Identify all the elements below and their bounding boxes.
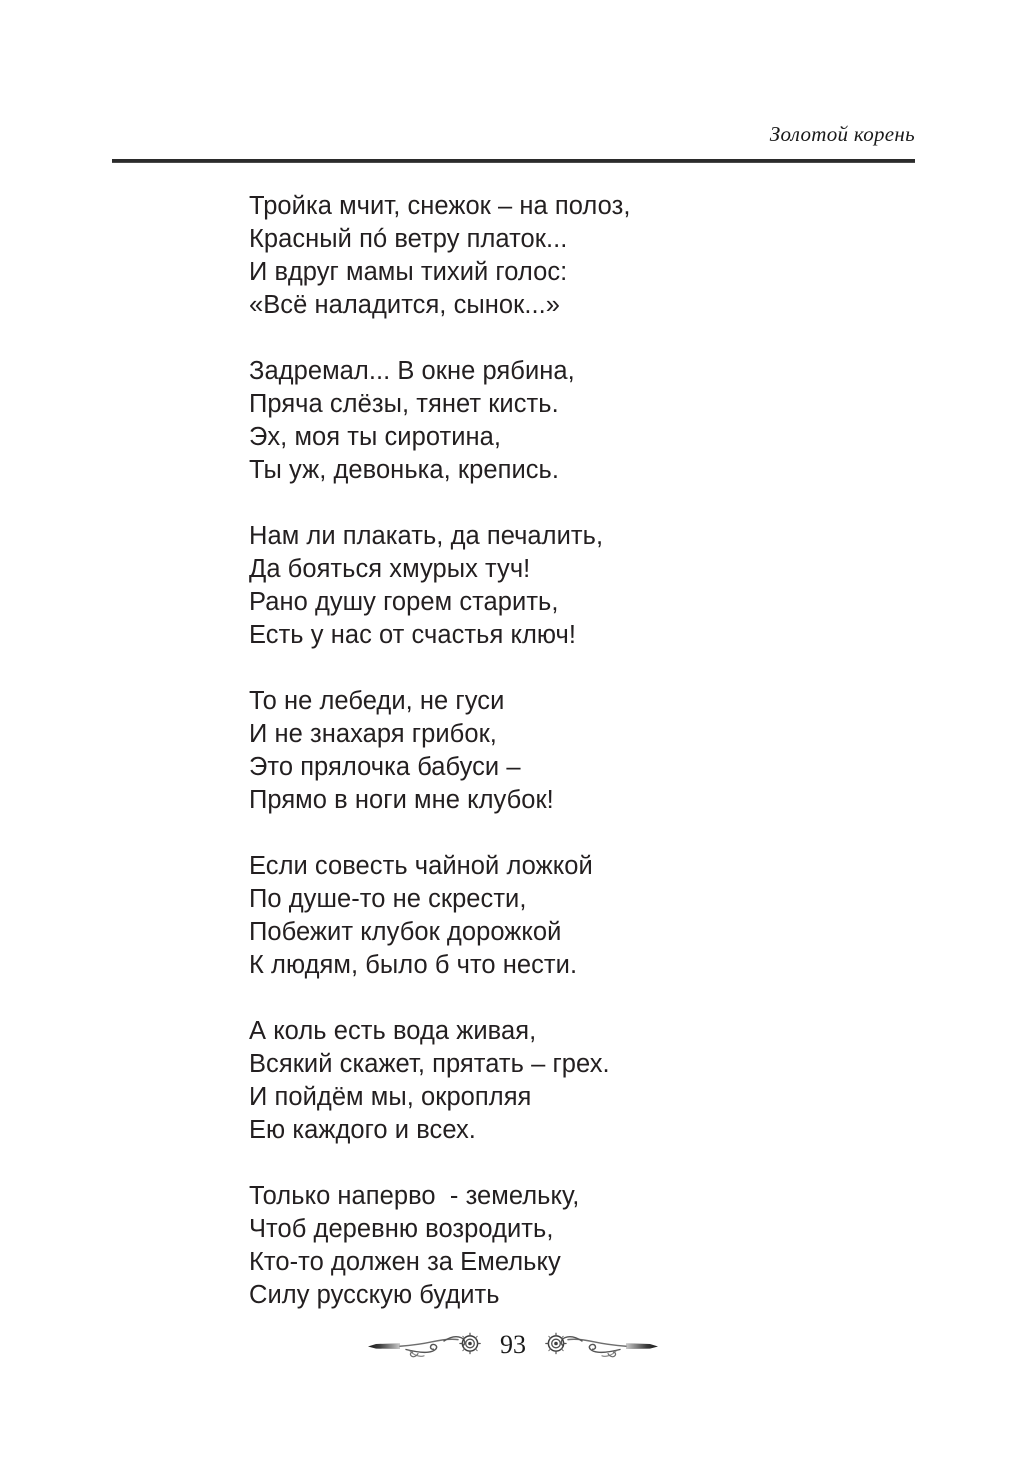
poem-line: Есть у нас от счастья ключ!: [249, 621, 576, 649]
poem-line: Если совесть чайной ложкой: [249, 852, 593, 880]
poem-line: А коль есть вода живая,: [249, 1017, 537, 1045]
floral-scroll-ornament-right: [536, 1329, 660, 1363]
poem-line: Чтоб деревню возродить,: [249, 1215, 554, 1243]
poem-line: Тройка мчит, снежок – на полоз,: [249, 192, 631, 220]
poem-line: Пряча слёзы, тянет кисть.: [249, 390, 559, 418]
poem-line: Красный пó ветру платок...: [249, 225, 568, 253]
poem-line: Рано душу горем старить,: [249, 588, 559, 616]
poem-line: Прямо в ноги мне клубок!: [249, 786, 554, 814]
poem-stanza: [249, 685, 889, 817]
poem-body: [249, 190, 889, 1312]
poem-line: Это прялочка бабуси –: [249, 753, 521, 781]
poem-stanza: [249, 850, 889, 982]
page-number: 93: [500, 1330, 526, 1359]
poem-line: Только наперво - земельку,: [249, 1182, 580, 1210]
poem-line: Кто-то должен за Емельку: [249, 1248, 561, 1276]
poem-line: Ею каждого и всех.: [249, 1116, 476, 1144]
poem-line: Да бояться хмурых туч!: [249, 555, 531, 583]
poem-stanza: [249, 1015, 889, 1147]
poem-line: Ты уж, девонька, крепись.: [249, 456, 560, 484]
poem-stanza: [249, 190, 889, 322]
poem-line: И пойдём мы, окропляя: [249, 1083, 532, 1111]
poem-line: Задремал... В окне рябина,: [249, 357, 575, 385]
poem-stanza: [249, 355, 889, 487]
poem-line: И вдруг мамы тихий голос:: [249, 258, 568, 286]
floral-scroll-ornament-left: [366, 1329, 490, 1363]
poem-line: Эх, моя ты сиротина,: [249, 423, 502, 451]
poem-stanza: [249, 520, 889, 652]
poem-line: И не знахаря грибок,: [249, 720, 497, 748]
poem-line: Нам ли плакать, да печалить,: [249, 522, 604, 550]
running-head-title: Золотой корень: [769, 122, 915, 146]
poem-line: По душе-то не скрести,: [249, 885, 527, 913]
poem-line: Побежит клубок дорожкой: [249, 918, 562, 946]
header-rule: [112, 159, 915, 163]
poem-stanza: [249, 1180, 889, 1312]
page-footer: [0, 1329, 1026, 1363]
poem-line: «Всё наладится, сынок...»: [249, 291, 560, 319]
poem-line: То не лебеди, не гуси: [249, 687, 505, 715]
poem-line: К людям, было б что нести.: [249, 951, 578, 979]
poem-line: Силу русскую будить: [249, 1281, 500, 1309]
poem-line: Всякий скажет, прятать – грех.: [249, 1050, 610, 1078]
